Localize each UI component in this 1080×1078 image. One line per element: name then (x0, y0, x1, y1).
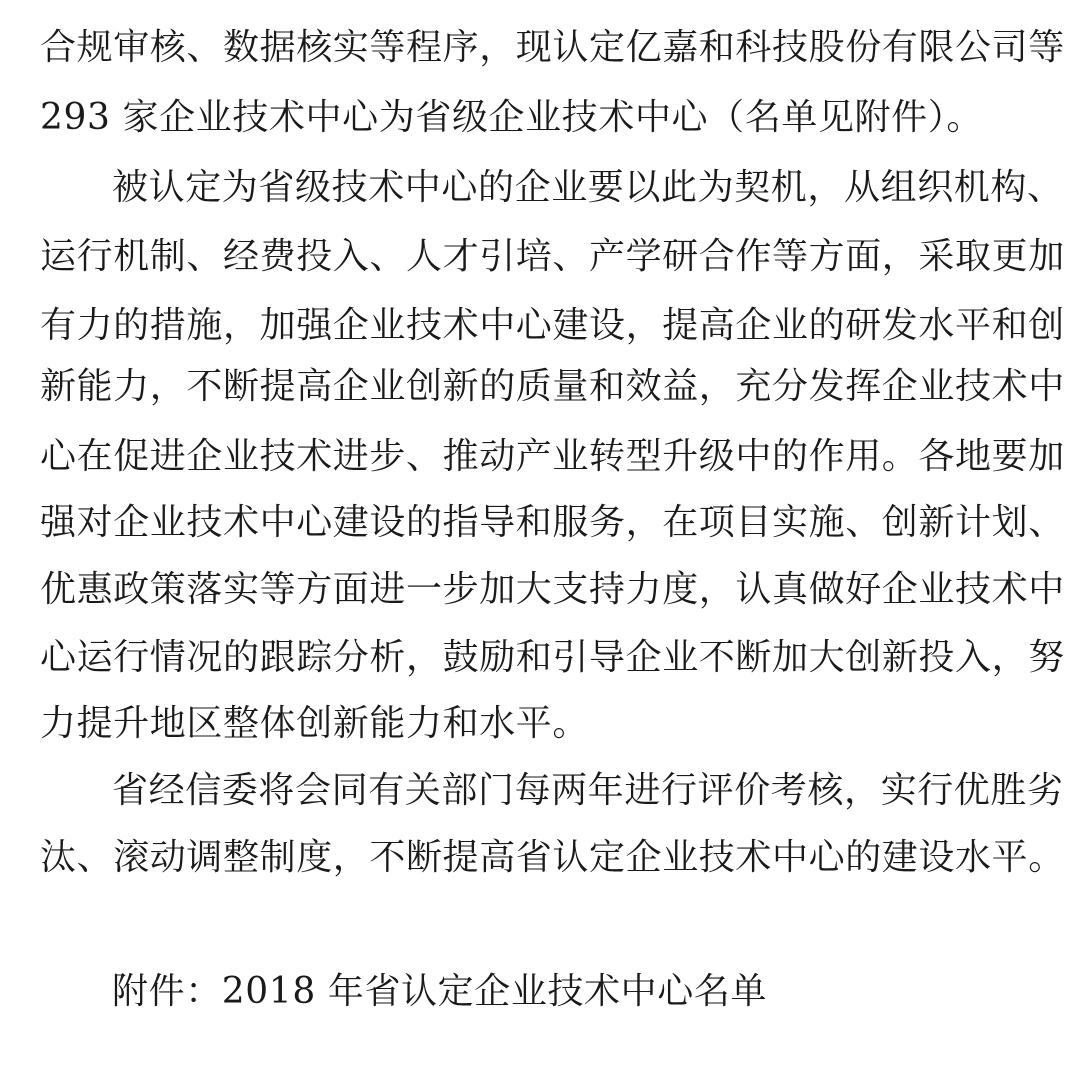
paragraph-1-line-2: 293 家企业技术中心为省级企业技术中心（名单见附件）。 (40, 97, 983, 138)
paragraph-2-line-3: 有力的措施，加强企业技术中心建设，提高企业的研发水平和创 (40, 305, 1065, 346)
paragraph-2-line-7: 优惠政策落实等方面进一步加大支持力度，认真做好企业技术中 (40, 569, 1065, 610)
paragraph-2-line-5: 心在促进企业技术进步、推动产业转型升级中的作用。各地要加 (40, 436, 1065, 477)
paragraph-2-line-4: 新能力，不断提高企业创新的质量和效益，充分发挥企业技术中 (40, 366, 1065, 407)
paragraph-3-line-2: 汰、滚动调整制度，不断提高省认定企业技术中心的建设水平。 (40, 837, 1065, 878)
paragraph-2-line-2: 运行机制、经费投入、人才引培、产学研合作等方面，采取更加 (40, 236, 1065, 277)
paragraph-1-line-1: 合规审核、数据核实等程序，现认定亿嘉和科技股份有限公司等 (40, 27, 1065, 68)
paragraph-2-line-9: 力提升地区整体创新能力和水平。 (40, 703, 590, 744)
paragraph-2-line-6: 强对企业技术中心建设的指导和服务，在项目实施、创新计划、 (40, 502, 1065, 543)
paragraph-2-line-8: 心运行情况的跟踪分析，鼓励和引导企业不断加大创新投入，努 (40, 637, 1065, 678)
paragraph-3-line-1: 省经信委将会同有关部门每两年进行评价考核，实行优胜劣 (112, 770, 1064, 811)
paragraph-2-line-1: 被认定为省级技术中心的企业要以此为契机，从组织机构、 (112, 167, 1064, 208)
attachment-line: 附件：2018 年省认定企业技术中心名单 (112, 971, 768, 1012)
